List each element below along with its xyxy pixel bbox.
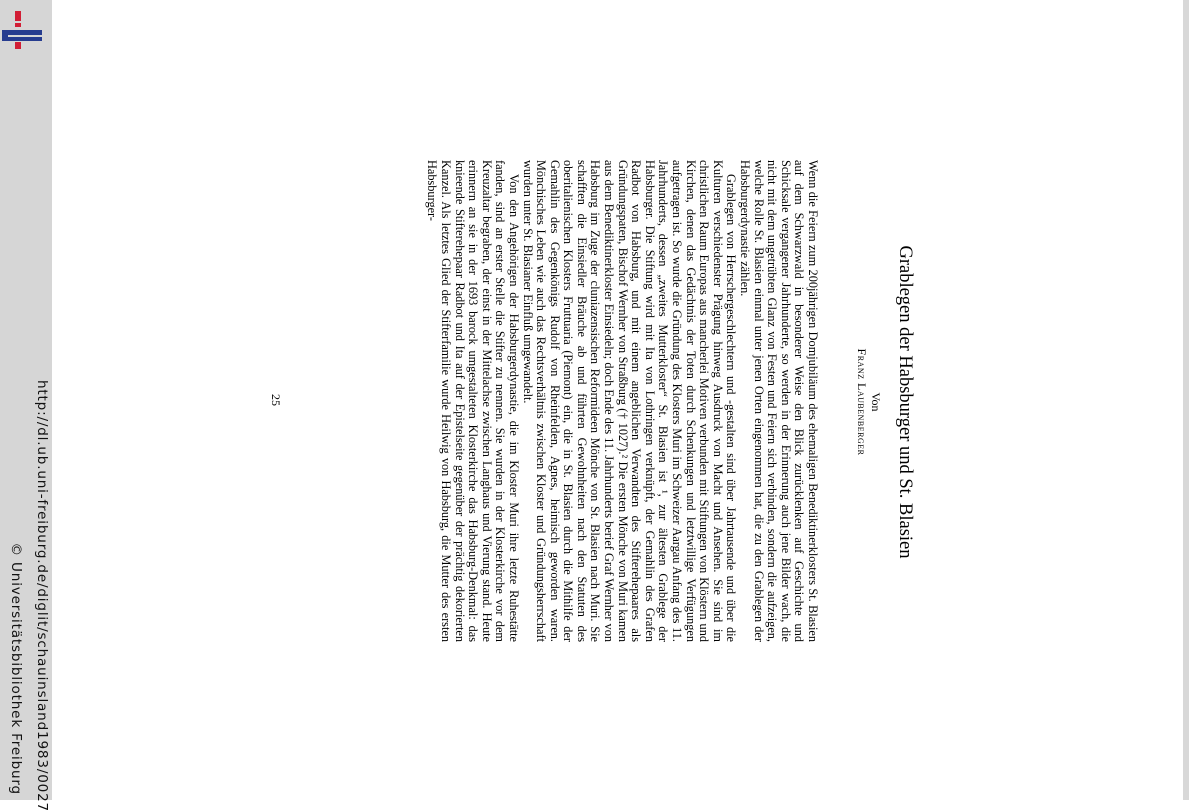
scanned-page: [52, 0, 1183, 800]
document-url-link[interactable]: http://dl.ub.uni-freiburg.de/diglit/schauinsland1983/0027: [34, 380, 50, 812]
copyright-notice: © Universitätsbibliothek Freiburg: [8, 542, 24, 795]
byline-von: Von: [869, 392, 883, 412]
viewer-sidebar: [0, 0, 52, 812]
viewer-right-edge: [1183, 0, 1189, 800]
article-title: Grablegen der Habsburger und St. Blasien: [895, 245, 915, 559]
article-author: Franz Laubenberger: [855, 348, 869, 456]
paragraph-3: Von den Angehörigen der Habsburgerdynastie, die im Kloster Muri ihre letzte Ruhestätte fanden, sind an erster Stelle die Stifter zu nennen. Sie wurden in der Klosterkirche vor dem Kreuzaltar begraben, der einst in der Mittelachse zwischen Langhaus und Vierung stand. Heute erinnern an sie in der 1693 barock umgestalteten Klosterkirche das Habsburg-Denkmal: das knieende Stifterehepaar Radbot und Ita auf der Epistelseite gegenüber der prächtig dekorierten Kanzel. Als letztes Glied der Stifterfamilie wurde Heilwig von Habsburg, die Mutter des ersten Habsburger-: [425, 160, 521, 642]
paragraph-2: Grablegen von Herrschergeschlechtern und -gestalten sind über Jahrtausende und über die Kulturen verschiedenster Prägung hinweg Ausdruck von Macht und Ansehen. Sie sind im christlichen Raum Europas aus mancherlei Motiven verbunden mit Stiftungen von Klöstern und Kirchen, denen das Gedächtnis der Toten durch Schenkungen und letztwillige Verfügungen aufgetragen ist. So wurde die Gründung des Klosters Muri im Schweizer Aargau Anfang des 11. Jahrhunderts, dessen „zweites Mutterkloster“ St. Blasien ist ¹, zur ältesten Grablege der Habsburger. Die Stiftung wird mit Ita von Lothringen verknüpft, der Gemahlin des Grafen Radbot von Habsburg, und mit einem angeblichen Verwandten des Stifterehepaares als Gründungspaten, Bischof Wernher von Straßburg († 1027).² Die ersten Mönche von Muri kamen aus dem Benediktinerkloster Einsiedeln; doch Ende des 11. Jahrhunderts berief Graf Wernher von Habsburg im Zuge der cluniazensischen Reformideen Mönche von St. Blasien nach Muri. Sie schafften die Einsiedler Bräuche ab und führten Gewohnheiten nach den Statuten des oberitalienischen Klosters Fruttuaria (Piemont) ein, die in St. Blasien durch die Mithilfe der Gemahlin des Gegenkönigs Rudolf von Rheinfelden, Agnes, heimisch geworden waren. Mönchisches Leben wie auch das Rechtsverhältnis zwischen Kloster und Gründungsherrschaft wurden unter St. Blasianer Einfluß umgewandelt.: [520, 160, 739, 642]
sidebar-rotated-text: [0, 0, 52, 812]
article-body: [425, 160, 819, 642]
paragraph-1: Wenn die Feiern zum 200jährigen Domjubiläum des ehemaligen Benediktinerklosters St. Blasien auf dem Schwarzwald in besonderer Weise den Blick zurücklenken auf Geschichte und Schicksale vergangener Jahrhunderte, so werden in der Erinnerung auch jene Bilder wach, die nicht mit dem ungetrübten Glanz von Festen und Feiern sich verbinden, sondern die aufzeigen, welche Rolle St. Blasien einmal unter jenen Orten eingenommen hat, die zu den Grablegen der Habsburgerdynastie zählen.: [738, 160, 820, 642]
page-number: 25: [269, 394, 283, 406]
byline: [855, 232, 883, 572]
